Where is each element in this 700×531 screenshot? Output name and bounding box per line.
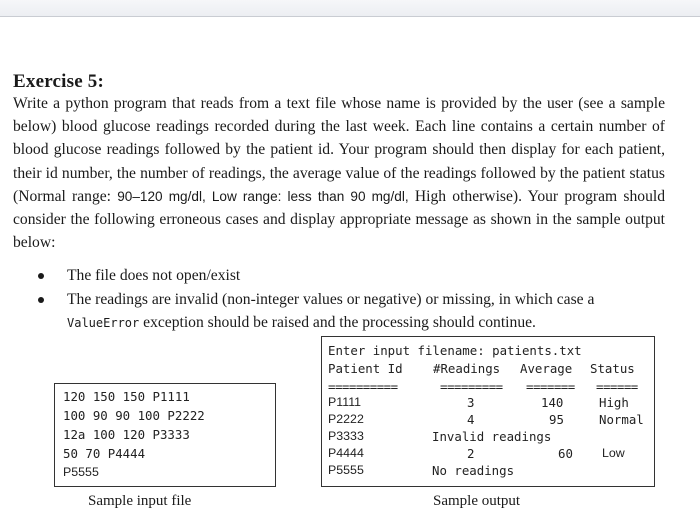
sample-output-caption: Sample output [433,493,521,509]
row-message: Invalid readings [432,429,552,444]
row-id: P4444 [328,446,364,460]
input-line: 100 90 90 100 P2222 [63,408,205,423]
input-line: P5555 [63,465,99,479]
header-average: Average [520,361,573,376]
bullet-dot-icon [38,297,44,303]
bullet-text: The file does not open/exist [67,267,241,284]
description-part-2: High otherwise). Your program should consider the following erroneous cases and display appropriate message as shown in the sample output below: [13,187,665,252]
row-status: Normal [599,412,644,427]
normal-range-text: 90–120 mg/dl, Low range: less than 90 mg/dl, [117,188,409,204]
row-readings: 3 [467,395,475,410]
header-patient-id: Patient Id [328,361,403,376]
row-message: No readings [432,463,515,478]
row-id: P2222 [328,412,364,426]
header-status: Status [590,361,635,376]
separator-id: ========== [328,379,398,394]
row-readings: 2 [467,446,475,461]
input-line: 12a 100 120 P3333 [63,427,190,442]
separator-readings: ========= [440,379,503,394]
input-line: 120 150 150 P1111 [63,389,190,404]
exercise-title: Exercise 5: [13,71,105,92]
row-average: 95 [549,412,564,427]
window-top-bar [0,0,700,17]
output-prompt: Enter input filename: patients.txt [328,343,582,358]
row-average: 140 [541,395,564,410]
row-average: 60 [558,446,573,461]
description-part-1: Write a python program that reads from a text file whose name is provided by the user (see a sample below) blood glucose readings recorded during the last week. Each line contains a certain number of blood glucose readings followed by the patient id. Your program should then display for each patient, their id number, the number of readings, the average value of the readings followed by the patient status (Normal range: [13,95,665,205]
sample-input-box [54,383,276,487]
row-id: P1111 [328,395,362,409]
sample-output-box [321,336,655,487]
bullet-dot-icon [38,273,44,279]
row-id: P3333 [328,429,364,443]
sample-input-caption: Sample input file [88,493,192,509]
row-readings: 4 [467,412,475,427]
row-status: High [599,395,629,410]
row-status: Low [602,446,625,460]
bullet-text-tail: exception should be raised and the processing should continue. [139,314,536,331]
header-readings: #Readings [433,361,501,376]
input-line: 50 70 P4444 [63,446,146,461]
row-id: P5555 [328,463,364,477]
separator-average: ======= [526,379,575,394]
separator-status: ====== [596,379,638,394]
bullet-text: The readings are invalid (non-integer values or negative) or missing, in which case a [67,291,595,308]
valueerror-code: ValueError [67,316,140,330]
exercise-description [13,92,665,254]
